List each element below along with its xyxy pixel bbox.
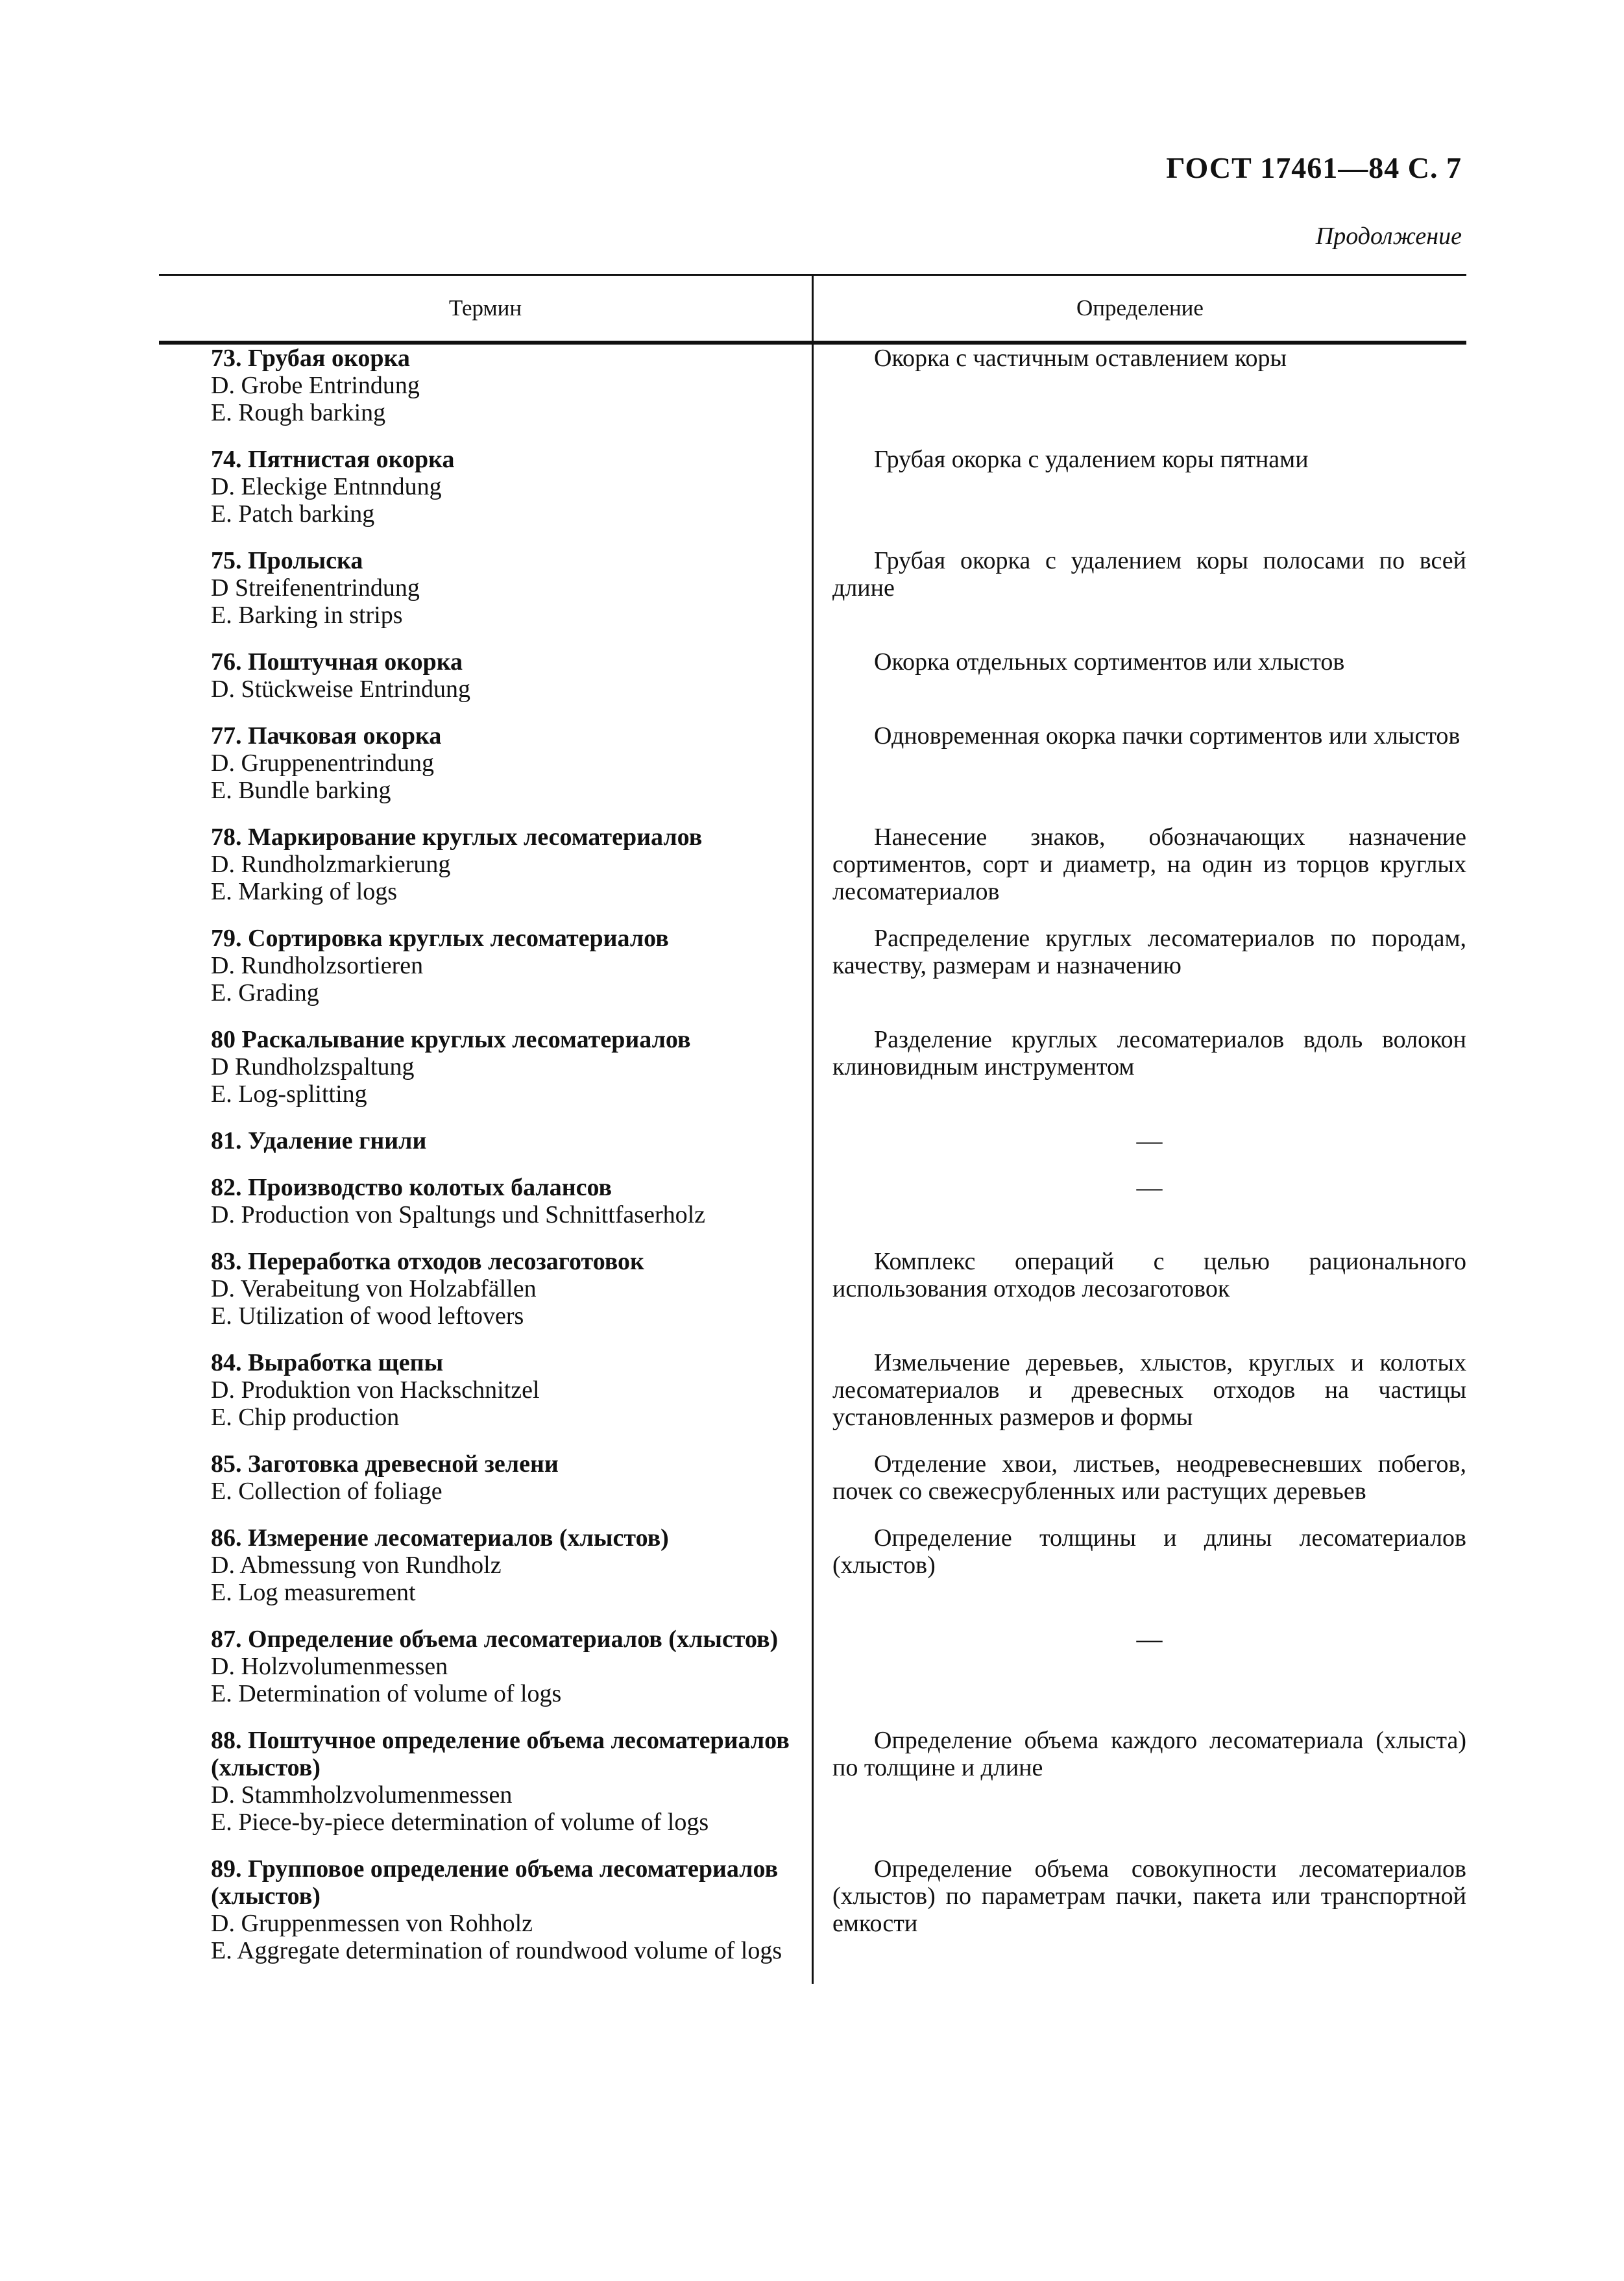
term-translation: E. Log measurement	[211, 1579, 416, 1606]
definition-cell	[812, 1127, 1466, 1154]
term-translation: E. Rough barking	[211, 399, 386, 426]
column-header-term: Термин	[159, 276, 814, 341]
term-translation: E. Piece-by-piece determination of volume of logs	[211, 1809, 709, 1836]
term-translation: E. Barking in strips	[211, 602, 403, 629]
term-cell	[159, 1248, 812, 1330]
term-translation: D. Verabeitung von Holzabfällen	[211, 1275, 537, 1302]
definition-text: Разделение круглых лесоматериалов вдоль волокон клиновидным инструментом	[832, 1026, 1466, 1080]
term-title: 82. Производство колотых балансов	[211, 1174, 612, 1201]
term-cell	[159, 1026, 812, 1108]
definition-cell	[812, 1026, 1466, 1108]
term-cell	[159, 1349, 812, 1431]
term-cell	[159, 722, 812, 804]
definition-text: —	[1136, 1126, 1163, 1155]
definition-cell	[812, 648, 1466, 703]
definition-text: Определение объема совокупности лесоматериалов (хлыстов) по параметрам пачки, пакета или транспортной емкости	[832, 1855, 1466, 1937]
term-translation: E. Bundle barking	[211, 777, 391, 804]
term-title: 87. Определение объема лесоматериалов (хлыстов)	[211, 1626, 779, 1653]
term-translation: D Rundholzspaltung	[211, 1053, 415, 1080]
term-cell	[159, 1174, 812, 1228]
term-translation: D. Gruppenmessen von Rohholz	[211, 1910, 533, 1937]
definition-text: Грубая окорка с удалением коры полосами по всей длине	[832, 547, 1466, 602]
definition-cell	[812, 1524, 1466, 1606]
terms-table	[159, 274, 1466, 1984]
definition-text: Распределение круглых лесоматериалов по породам, качеству, размерам и назначению	[832, 925, 1466, 979]
continuation-label: Продолжение	[1315, 223, 1462, 250]
term-translation: E. Grading	[211, 979, 319, 1006]
term-translation: E. Collection of foliage	[211, 1478, 442, 1505]
definition-text: Грубая окорка с удалением коры пятнами	[874, 446, 1309, 473]
page-header: ГОСТ 17461—84 С. 7	[1166, 151, 1462, 184]
term-cell	[159, 345, 812, 426]
definition-text: —	[1136, 1624, 1163, 1653]
term-translation: D. Gruppenentrindung	[211, 750, 435, 777]
term-translation: D. Eleckige Entnndung	[211, 473, 442, 500]
column-header-definition: Определение	[1076, 295, 1204, 321]
term-title: 84. Выработка щепы	[211, 1349, 444, 1376]
table-header-row	[159, 276, 1466, 341]
term-translation: D. Produktion von Hackschnitzel	[211, 1376, 540, 1404]
term-title: 73. Грубая окорка	[211, 345, 410, 372]
column-divider	[812, 345, 814, 1984]
term-cell	[159, 823, 812, 905]
definition-text: Одновременная окорка пачки сортиментов или хлыстов	[874, 722, 1460, 750]
table-body	[159, 345, 1466, 1984]
term-translation: D. Grobe Entrindung	[211, 372, 420, 399]
term-cell	[159, 1127, 812, 1154]
definition-cell	[812, 1727, 1466, 1836]
definition-cell	[812, 823, 1466, 905]
term-translation: D. Production von Spaltungs und Schnittfaserholz	[211, 1201, 706, 1228]
definition-text: Определение объема каждого лесоматериала (хлыста) по толщине и длине	[832, 1727, 1466, 1781]
definition-cell	[812, 345, 1466, 426]
term-translation: D. Rundholzsortieren	[211, 952, 424, 979]
definition-text: Измельчение деревьев, хлыстов, круглых и колотых лесоматериалов и древесных отходов на частицы установленных размеров и формы	[832, 1349, 1466, 1431]
term-translation: E. Utilization of wood leftovers	[211, 1302, 524, 1330]
term-title: 80 Раскалывание круглых лесоматериалов	[211, 1026, 691, 1053]
term-title: 74. Пятнистая окорка	[211, 446, 455, 473]
term-translation: E. Log-splitting	[211, 1080, 367, 1108]
term-title: 79. Сортировка круглых лесоматериалов	[211, 925, 669, 952]
term-title: 88. Поштучное определение объема лесоматериалов (хлыстов)	[211, 1727, 790, 1781]
term-translation: E. Marking of logs	[211, 878, 398, 905]
term-title: 78. Маркирование круглых лесоматериалов	[211, 823, 703, 851]
term-title: 86. Измерение лесоматериалов (хлыстов)	[211, 1524, 669, 1552]
term-cell	[159, 1524, 812, 1606]
definition-cell	[812, 1855, 1466, 1964]
definition-text: Нанесение знаков, обозначающих назначение сортиментов, сорт и диаметр, на один из торцов круглых лесоматериалов	[832, 823, 1466, 905]
definition-text: —	[1136, 1173, 1163, 1202]
term-title: 83. Переработка отходов лесозаготовок	[211, 1248, 644, 1275]
term-title: 89. Групповое определение объема лесоматериалов (хлыстов)	[211, 1855, 779, 1910]
term-cell	[159, 1626, 812, 1707]
definition-cell	[812, 1349, 1466, 1431]
term-translation: E. Chip production	[211, 1404, 400, 1431]
term-translation: D. Stammholzvolumenmessen	[211, 1781, 513, 1809]
term-cell	[159, 1855, 812, 1964]
term-cell	[159, 1727, 812, 1836]
term-translation: D. Holzvolumenmessen	[211, 1653, 448, 1680]
term-translation: E. Aggregate determination of roundwood volume of logs	[211, 1937, 782, 1964]
term-title: 77. Пачковая окорка	[211, 722, 442, 750]
definition-cell	[812, 1248, 1466, 1330]
definition-cell	[812, 446, 1466, 528]
term-cell	[159, 1450, 812, 1505]
definition-text: Окорка с частичным оставлением коры	[874, 345, 1287, 372]
term-translation: E. Determination of volume of logs	[211, 1680, 562, 1707]
term-cell	[159, 925, 812, 1006]
term-title: 85. Заготовка древесной зелени	[211, 1450, 559, 1478]
definition-cell	[812, 925, 1466, 1006]
definition-text: Отделение хвои, листьев, неодревесневших побегов, почек со свежесрубленных или растущих деревьев	[832, 1450, 1466, 1505]
definition-cell	[812, 1450, 1466, 1505]
definition-cell	[812, 1174, 1466, 1228]
definition-cell	[812, 1626, 1466, 1707]
term-cell	[159, 446, 812, 528]
term-translation: D. Rundholzmarkierung	[211, 851, 451, 878]
term-title: 76. Поштучная окорка	[211, 648, 463, 676]
term-translation: D Streifenentrindung	[211, 574, 420, 602]
term-title: 81. Удаление гнили	[211, 1127, 427, 1154]
term-translation: D. Stückweise Entrindung	[211, 676, 471, 703]
term-translation: E. Patch barking	[211, 500, 375, 528]
term-title: 75. Пролыска	[211, 547, 363, 574]
definition-text: Окорка отдельных сортиментов или хлыстов	[874, 648, 1345, 676]
definition-text: Определение толщины и длины лесоматериалов (хлыстов)	[832, 1524, 1466, 1579]
definition-cell	[812, 547, 1466, 629]
definition-text: Комплекс операций с целью рационального использования отходов лесозаготовок	[832, 1248, 1466, 1302]
term-cell	[159, 547, 812, 629]
definition-cell	[812, 722, 1466, 804]
term-translation: D. Abmessung von Rundholz	[211, 1552, 502, 1579]
term-cell	[159, 648, 812, 703]
